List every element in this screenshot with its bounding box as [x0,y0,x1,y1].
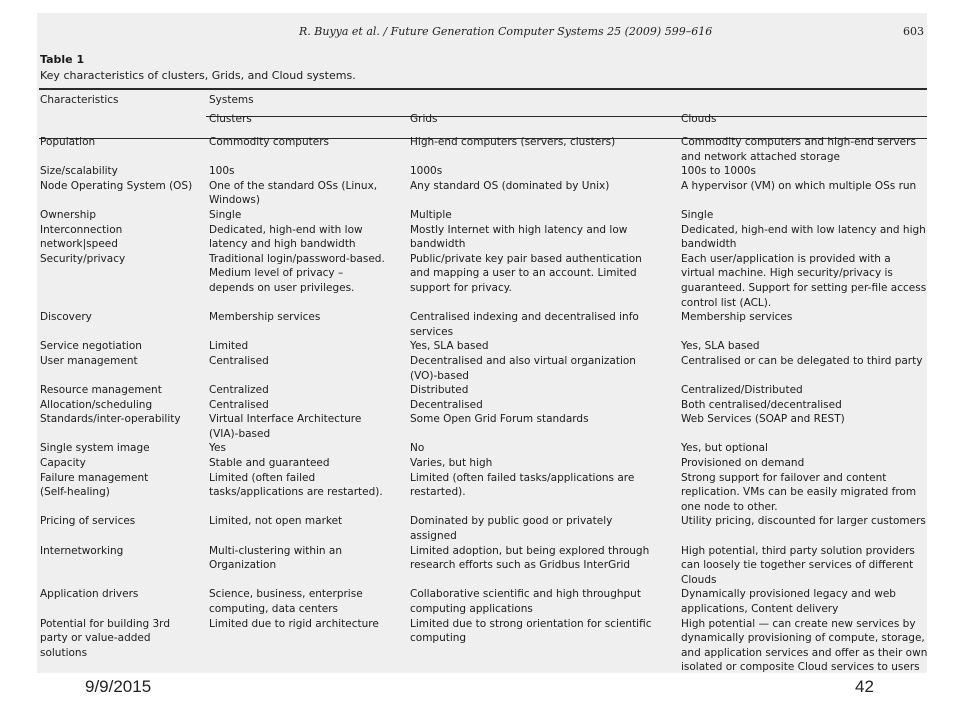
table-row [37,514,927,543]
cell-clouds: Each user/application is provided with a virtual machine. High security/privacy is guaranteed. Support for setting per-file access control list (ACL). [681,252,927,309]
table-label: Table 1 [40,53,85,66]
cell-clouds: Membership services [681,311,793,324]
cell-clusters: Membership services [209,311,321,324]
header-grids: Grids [410,113,438,125]
cell-grids: Dominated by public good or privately assigned [410,515,613,543]
running-head: R. Buyya et al. / Future Generation Computer Systems 25 (2009) 599–616 [299,25,713,38]
table-row [37,587,927,616]
cell-grids: Collaborative scientific and high throughput computing applications [410,588,641,616]
cell-grids: Varies, but high [410,457,493,470]
header-characteristics: Characteristics [40,94,119,106]
slide-date: 9/9/2015 [85,677,152,696]
table-row [37,339,927,354]
table-row [37,456,927,471]
row-label: User management [40,354,138,367]
table-row [37,223,927,252]
cell-grids: Some Open Grid Forum standards [410,413,589,426]
cell-grids: Decentralised [410,398,483,411]
row-label: Failure management (Self-healing) [40,471,149,499]
cell-clouds: Single [681,208,714,221]
cell-grids: Any standard OS (dominated by Unix) [410,179,610,192]
cell-clusters: Science, business, enterprise computing, data centers [209,588,363,616]
cell-clouds: Web Services (SOAP and REST) [681,413,845,426]
cell-clusters: Traditional login/password-based. Medium level of privacy – depends on user privileges. [209,252,385,294]
cell-clusters: Limited, not open market [209,515,343,528]
cell-clusters: Centralised [209,354,269,367]
cell-grids: Distributed [410,384,469,397]
table-row [37,471,927,515]
row-label: Population [40,136,96,148]
row-label: Potential for building 3rd party or value-added solutions [40,617,170,659]
cell-grids: Public/private key pair based authentication and mapping a user to an account. Limited support for privacy. [410,252,642,294]
cell-clouds: Both centralised/decentralised [681,398,842,411]
table-row [37,310,927,339]
table-row [37,412,927,441]
cell-grids: High-end computers (servers, clusters) [410,136,616,148]
header-clouds: Clouds [681,113,717,125]
cell-clusters: Stable and guaranteed [209,457,330,470]
cell-clouds: Commodity computers and high-end servers and network attached storage [681,136,916,163]
journal-page-number: 603 [903,25,924,38]
table-top-rule [39,88,927,90]
cell-grids: Yes, SLA based [410,340,489,353]
row-label: Internetworking [40,544,124,557]
header-systems: Systems [209,94,254,106]
cell-clouds: Centralised or can be delegated to third party [681,354,923,367]
cell-clouds: Centralized/Distributed [681,384,803,397]
cell-clusters: Commodity computers [209,136,329,148]
cell-clusters: Limited due to rigid architecture [209,617,379,630]
cell-grids: Mostly Internet with high latency and low bandwidth [410,223,628,251]
cell-grids: 1000s [410,165,443,178]
cell-grids: Limited (often failed tasks/applications are restarted). [410,471,635,499]
cell-clusters: 100s [209,165,235,178]
cell-grids: Decentralised and also virtual organization (VO)-based [410,354,636,382]
cell-clusters: Centralized [209,384,269,397]
cell-clouds: 100s to 1000s [681,165,756,178]
slide-number: 42 [855,677,874,696]
systems-rule [206,116,927,117]
row-label: Discovery [40,311,92,324]
cell-grids: Centralised indexing and decentralised info services [410,311,639,338]
row-label: Service negotiation [40,340,142,353]
table-row [37,441,927,456]
cell-grids: Limited adoption, but being explored through research efforts such as Gridbus InterGrid [410,544,650,572]
cell-clusters: Limited [209,340,249,353]
cell-clusters: Multi-clustering within an Organization [209,544,343,572]
table-row [37,252,927,310]
row-label: Pricing of services [40,515,136,528]
cell-clusters: Single [209,208,242,221]
cell-clusters: Limited (often failed tasks/applications are restarted). [209,471,383,499]
table-row [37,135,927,164]
cell-clouds: Yes, but optional [681,442,768,455]
cell-clusters: Centralised [209,398,269,411]
cell-grids: No [410,442,425,455]
cell-clouds: Provisioned on demand [681,457,805,470]
cell-grids: Limited due to strong orientation for scientific computing [410,617,652,645]
row-label: Node Operating System (OS) [40,179,193,192]
cell-clusters: Virtual Interface Architecture (VIA)-based [209,413,362,440]
row-label: Interconnection network|speed [40,223,123,251]
row-label: Application drivers [40,588,139,601]
cell-clouds: High potential — can create new services by dynamically provisioning of compute, storage, and application services and offer as their own isolated or composite Cloud services to users [681,617,927,673]
row-label: Size/scalability [40,165,118,178]
cell-clouds: Utility pricing, discounted for larger customers [681,515,926,528]
table-caption: Key characteristics of clusters, Grids, and Cloud systems. [40,69,356,82]
cell-clouds: Yes, SLA based [681,340,760,353]
table-row [37,164,927,179]
cell-clouds: High potential, third party solution providers can loosely tie together services of different Clouds [681,544,915,586]
row-label: Security/privacy [40,252,126,265]
row-label: Allocation/scheduling [40,398,153,411]
row-label: Resource management [40,384,162,397]
table-row [37,208,927,223]
row-label: Ownership [40,208,96,221]
table-row [37,398,927,413]
cell-clusters: Dedicated, high-end with low latency and high bandwidth [209,223,363,251]
row-label: Standards/inter-operability [40,413,181,426]
table-row [37,544,927,588]
table-body [37,135,927,673]
cell-clusters: One of the standard OSs (Linux, Windows) [209,179,378,207]
row-label: Single system image [40,442,150,455]
cell-clouds: Dynamically provisioned legacy and web applications, Content delivery [681,588,896,616]
cell-clouds: A hypervisor (VM) on which multiple OSs run [681,179,917,192]
row-label: Capacity [40,457,86,470]
table-row [37,354,927,383]
cell-grids: Multiple [410,208,452,221]
cell-clusters: Yes [209,442,226,455]
header-clusters: Clusters [209,113,252,125]
cell-clouds: Dedicated, high-end with low latency and high bandwidth [681,223,926,251]
cell-clouds: Strong support for failover and content replication. VMs can be easily migrated from one node to other. [681,471,917,513]
table-row [37,383,927,398]
table-row [37,179,927,208]
scanned-table-page [37,13,927,673]
table-row [37,617,927,673]
